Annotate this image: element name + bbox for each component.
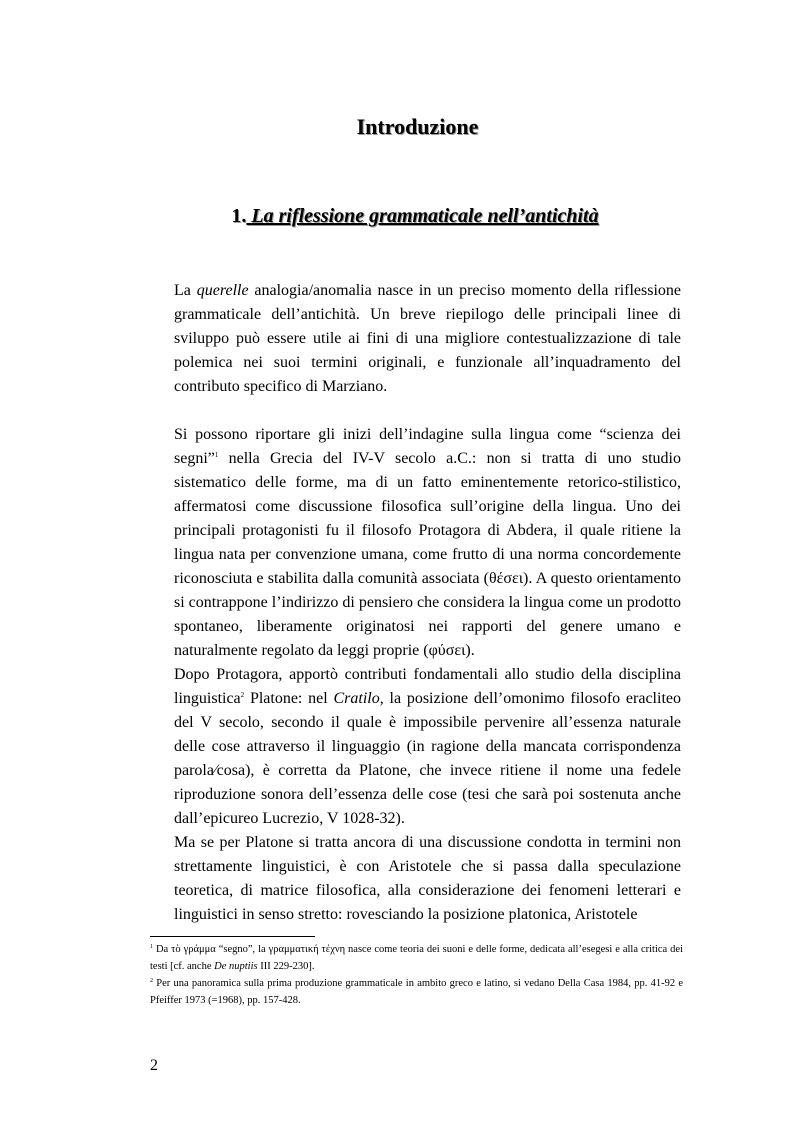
footnote-1: $^1$ Da τὸ γράμμα “segno”, la γραμματική τέχνη nasce come teoria dei suoni e delle forme, dedicata all’esegesi e alla critica dei testi [cf. anche De nuptiis III 229-230]. [150,944,683,972]
italic-work-de-nuptiis: De nuptiis [214,961,258,972]
paragraph-3: Dopo Protagora, apportò contributi fondamentali allo studio della disciplina linguistica$^2$ Platone: nel Cratilo, la posizione dell’omonimo filosofo eracliteo del V secolo, secondo il quale è impossibile pervenire all’essenza naturale delle cose attraverso il linguaggio (in ragione della mancata corrispondenza parola⁄cosa), è corretta da Platone, che invece ritiene il nome una fedele riproduzione sonora dell’essenza delle cose (tesi che sarà poi sostenuta anche dall’epicureo Lucrezio, V 1028-32). [174,666,681,827]
footnote-separator [150,936,315,937]
section-heading [0,205,793,228]
section-title: La riflessione grammaticale nell’antichità [251,205,599,227]
page-number: 2 [150,1057,158,1074]
footnote-ref-2[interactable]: 2 [240,691,245,699]
paragraph-4: Ma se per Platone si tratta ancora di una discussione condotta in termini non strettamente linguistici, è con Aristotele che si passa dalla speculazione teoretica, di matrice filosofica, alla considerazione dei fenomeni letterari e linguistici in senso stretto: rovesciando la posizione platonica, Aristotele [174,834,681,923]
page-title: Introduzione [356,114,479,139]
footnote-ref-1[interactable]: 1 [214,451,219,459]
paragraph-1: La querelle analogia/anomalia nasce in un preciso momento della riflessione grammaticale dell’antichità. Un breve riepilogo delle principali linee di sviluppo può essere utile ai fini di una migliore contestualizzazione di tale polemica nei suoi termini originali, e funzionale all’inquadramento del contributo specifico di Marziano. [174,282,682,395]
footnote-2: $^2$ Per una panoramica sulla prima produzione grammaticale in ambito greco e latino, si vedano Della Casa 1984, pp. 41-92 e Pfeiffer 1973 (=1968), pp. 157-428. [150,978,683,1006]
paragraph-2: Si possono riportare gli inizi dell’indagine sulla lingua come “scienza dei segni”$^1$ nella Grecia del IV-V secolo a.C.: non si tratta di uno studio sistematico delle forme, ma di un fatto eminentemente retorico-stilistico, affermatosi come discussione filosofica sull’origine della lingua. Uno dei principali protagonisti fu il filosofo Protagora di Abdera, il quale ritiene la lingua nata per convenzione umana, come frutto di una norma concordemente riconosciuta e stabilita dalla comunità associata (θέσει). A questo orientamento si contrappone l’indirizzo di pensiero che considera la lingua come un prodotto spontaneo, liberamente originatosi nei rapporti del genere umano e naturalmente regolato da leggi proprie (φύσει). [174,426,681,659]
italic-term-querelle: querelle [196,282,249,299]
section-number: 1. [231,205,247,227]
italic-work-cratilo: Cratilo [333,690,380,707]
